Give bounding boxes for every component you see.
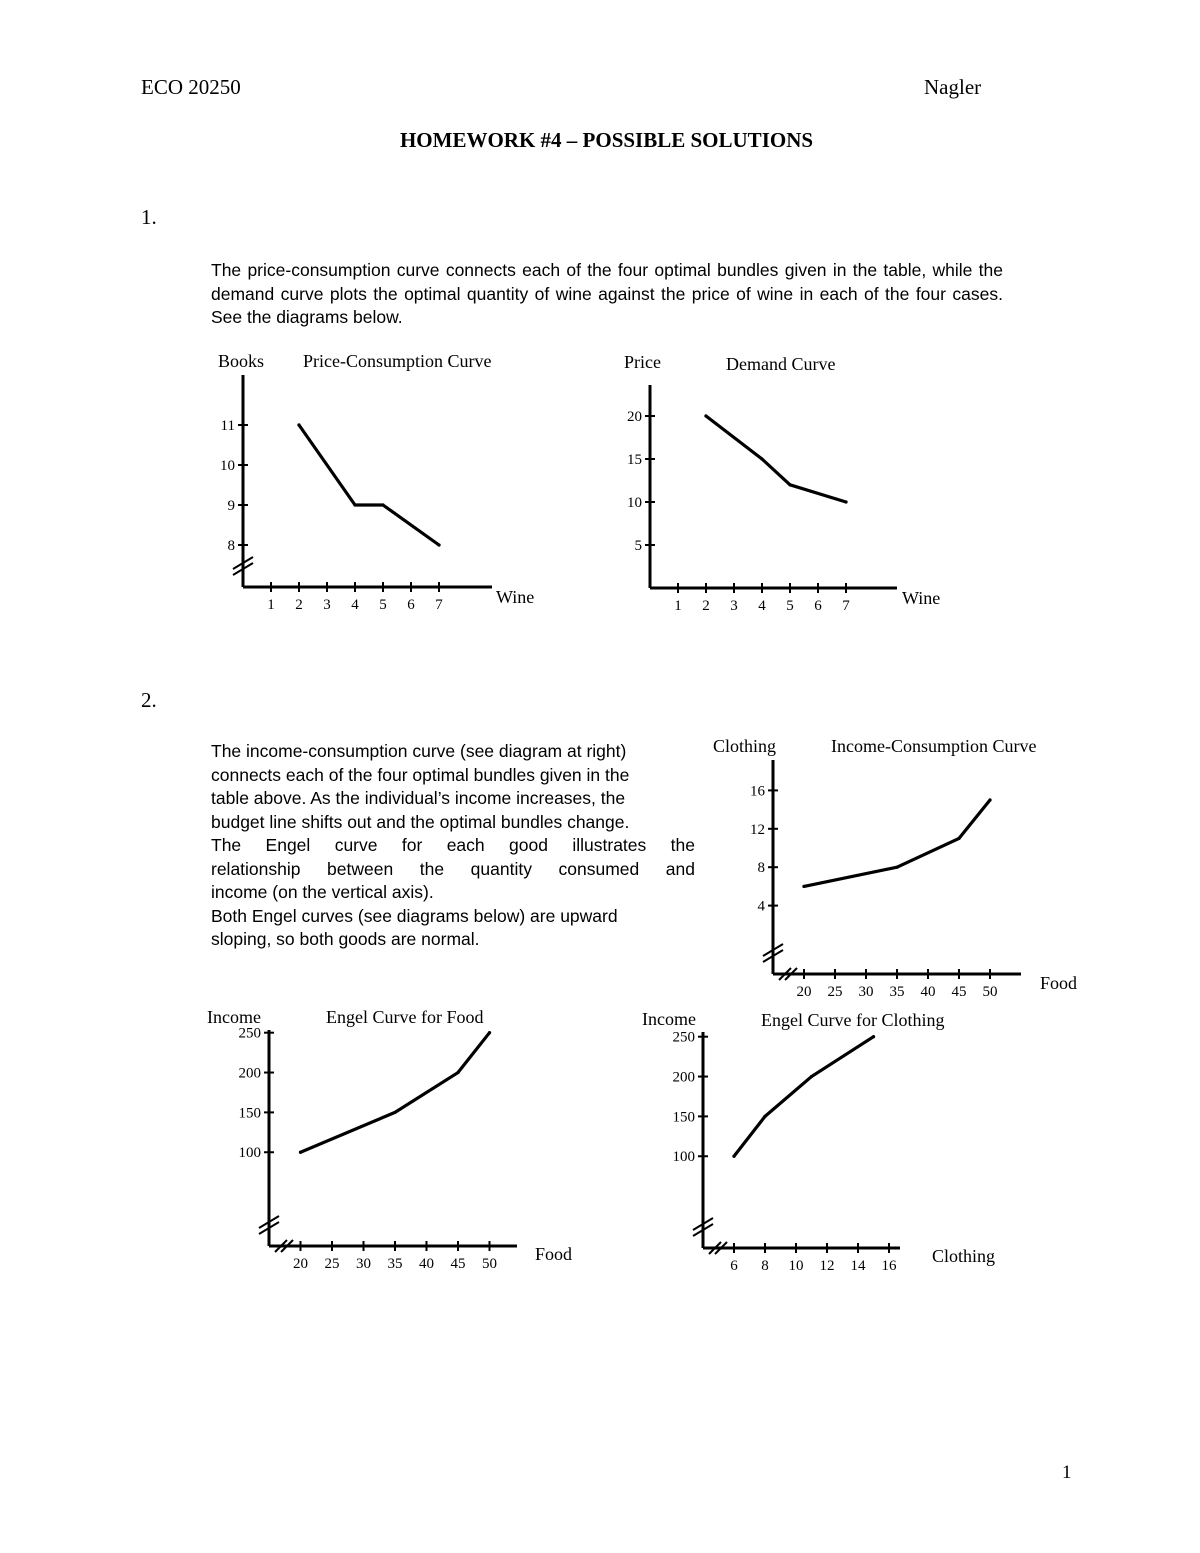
x-axis-label: Wine bbox=[496, 587, 535, 607]
x-tick-label: 7 bbox=[842, 598, 850, 614]
question-1-number: 1. bbox=[141, 205, 157, 229]
y-axis-label: Income bbox=[207, 1007, 261, 1027]
x-tick-label: 45 bbox=[951, 984, 967, 1000]
data-point bbox=[895, 866, 898, 869]
y-tick-label: 200 bbox=[672, 1069, 695, 1086]
data-point bbox=[381, 503, 384, 506]
data-point bbox=[802, 885, 805, 888]
x-axis-label: Food bbox=[535, 1244, 573, 1264]
curve-line bbox=[804, 800, 990, 886]
question-2-line: budget line shifts out and the optimal bundles change. bbox=[211, 811, 630, 832]
x-tick-label: 1 bbox=[267, 597, 275, 613]
x-tick-label: 14 bbox=[850, 1258, 866, 1274]
x-tick-label: 12 bbox=[819, 1258, 835, 1274]
x-tick-label: 6 bbox=[730, 1258, 738, 1274]
y-axis-label: Clothing bbox=[713, 736, 777, 756]
question-2-line: income (on the vertical axis). bbox=[211, 882, 434, 902]
x-tick-label: 4 bbox=[351, 597, 359, 613]
x-tick-label: 25 bbox=[324, 1256, 340, 1272]
question-2-line: The Engel curve for each good illustrates the bbox=[211, 835, 695, 855]
curve-line bbox=[734, 1037, 874, 1157]
data-point bbox=[704, 414, 707, 417]
data-point bbox=[456, 1071, 459, 1074]
data-point bbox=[297, 423, 300, 426]
x-tick-label: 10 bbox=[788, 1258, 804, 1274]
chart-title: Income-Consumption Curve bbox=[831, 736, 1037, 756]
x-tick-label: 20 bbox=[293, 1256, 308, 1272]
x-tick-label: 40 bbox=[920, 984, 936, 1000]
x-tick-label: 3 bbox=[730, 598, 738, 614]
price-consumption-chart bbox=[210, 345, 550, 625]
y-tick-label: 16 bbox=[750, 783, 765, 800]
y-axis-label: Income bbox=[642, 1009, 696, 1029]
y-tick-label: 10 bbox=[627, 495, 642, 511]
x-tick-label: 5 bbox=[786, 598, 794, 614]
y-tick-label: 4 bbox=[757, 898, 765, 915]
y-tick-label: 20 bbox=[627, 409, 642, 425]
x-tick-label: 45 bbox=[450, 1256, 466, 1272]
author-name: Nagler bbox=[924, 75, 982, 99]
x-tick-label: 6 bbox=[407, 597, 415, 613]
question-2-line: sloping, so both goods are normal. bbox=[211, 929, 480, 949]
data-point bbox=[810, 1075, 813, 1078]
x-tick-label: 8 bbox=[761, 1258, 769, 1274]
data-point bbox=[988, 798, 991, 801]
x-tick-label: 1 bbox=[674, 598, 682, 614]
y-tick-label: 10 bbox=[220, 458, 235, 474]
x-tick-label: 35 bbox=[889, 984, 905, 1000]
chart-title: Engel Curve for Food bbox=[326, 1007, 484, 1027]
question-2-number: 2. bbox=[141, 688, 157, 712]
x-tick-label: 2 bbox=[295, 597, 303, 613]
data-point bbox=[788, 483, 791, 486]
y-axis-label: Books bbox=[218, 351, 265, 371]
y-tick-label: 100 bbox=[238, 1145, 261, 1162]
question-2-line: relationship between the quantity consumed and bbox=[211, 858, 695, 879]
curve-line bbox=[301, 1033, 490, 1153]
data-point bbox=[763, 1115, 766, 1118]
data-point bbox=[760, 457, 763, 460]
engel-clothing-chart bbox=[640, 1000, 1030, 1274]
data-point bbox=[393, 1111, 396, 1114]
engel-food-chart bbox=[205, 1000, 595, 1270]
y-tick-label: 15 bbox=[627, 452, 642, 468]
chart-title: Engel Curve for Clothing bbox=[761, 1010, 945, 1030]
x-tick-label: 30 bbox=[356, 1256, 371, 1272]
data-point bbox=[488, 1031, 491, 1034]
x-tick-label: 40 bbox=[419, 1256, 434, 1272]
x-tick-label: 20 bbox=[796, 984, 812, 1000]
x-axis-label: Wine bbox=[902, 588, 941, 608]
x-tick-label: 4 bbox=[758, 598, 766, 614]
chart-title: Price-Consumption Curve bbox=[303, 351, 492, 371]
x-tick-label: 16 bbox=[881, 1258, 897, 1274]
y-tick-label: 5 bbox=[634, 538, 642, 554]
chart-title: Demand Curve bbox=[726, 354, 836, 374]
data-point bbox=[844, 500, 847, 503]
data-point bbox=[437, 543, 440, 546]
x-tick-label: 6 bbox=[814, 598, 822, 614]
data-point bbox=[872, 1035, 875, 1038]
x-tick-label: 2 bbox=[702, 598, 710, 614]
curve-line bbox=[706, 416, 846, 502]
data-point bbox=[957, 837, 960, 840]
y-tick-label: 11 bbox=[220, 418, 235, 434]
x-axis-label: Clothing bbox=[932, 1246, 996, 1266]
question-2-line: connects each of the four optimal bundles given in the bbox=[211, 764, 630, 785]
y-tick-label: 150 bbox=[238, 1105, 261, 1122]
y-tick-label: 8 bbox=[227, 538, 235, 554]
y-tick-label: 200 bbox=[238, 1065, 261, 1082]
data-point bbox=[299, 1151, 302, 1154]
y-tick-label: 250 bbox=[238, 1025, 261, 1042]
x-tick-label: 3 bbox=[323, 597, 331, 613]
x-tick-label: 7 bbox=[435, 597, 443, 613]
page-number: 1 bbox=[1062, 1462, 1072, 1483]
y-tick-label: 9 bbox=[227, 498, 235, 514]
x-tick-label: 25 bbox=[827, 984, 843, 1000]
question-2-line: The income-consumption curve (see diagram at right) bbox=[211, 741, 627, 761]
course-code: ECO 20250 bbox=[141, 75, 241, 99]
x-tick-label: 50 bbox=[482, 1256, 497, 1272]
income-consumption-chart bbox=[705, 730, 1095, 1000]
question-2-line: table above. As the individual’s income increases, the bbox=[211, 788, 626, 808]
x-tick-label: 35 bbox=[387, 1256, 403, 1272]
y-tick-label: 250 bbox=[672, 1029, 695, 1046]
y-axis-label: Price bbox=[624, 352, 661, 372]
demand-chart bbox=[615, 345, 955, 625]
curve-line bbox=[299, 425, 439, 545]
data-point bbox=[353, 503, 356, 506]
y-tick-label: 100 bbox=[672, 1149, 695, 1166]
question-2-line: Both Engel curves (see diagrams below) are upward bbox=[211, 905, 618, 926]
x-axis-label: Food bbox=[1040, 973, 1078, 993]
x-tick-label: 50 bbox=[982, 984, 998, 1000]
y-tick-label: 12 bbox=[750, 821, 765, 838]
page-title: HOMEWORK #4 – POSSIBLE SOLUTIONS bbox=[399, 128, 814, 152]
x-tick-label: 5 bbox=[379, 597, 387, 613]
question-1-text: The price-consumption curve connects each of the four optimal bundles given in the table, while the demand curve plots the optimal quantity of wine against the price of wine in each of the four cases. See the diagrams below. bbox=[211, 260, 1003, 327]
y-tick-label: 150 bbox=[672, 1109, 695, 1126]
question-2-text bbox=[211, 740, 695, 952]
x-tick-label: 30 bbox=[858, 984, 874, 1000]
data-point bbox=[732, 1155, 735, 1158]
y-tick-label: 8 bbox=[757, 860, 765, 877]
